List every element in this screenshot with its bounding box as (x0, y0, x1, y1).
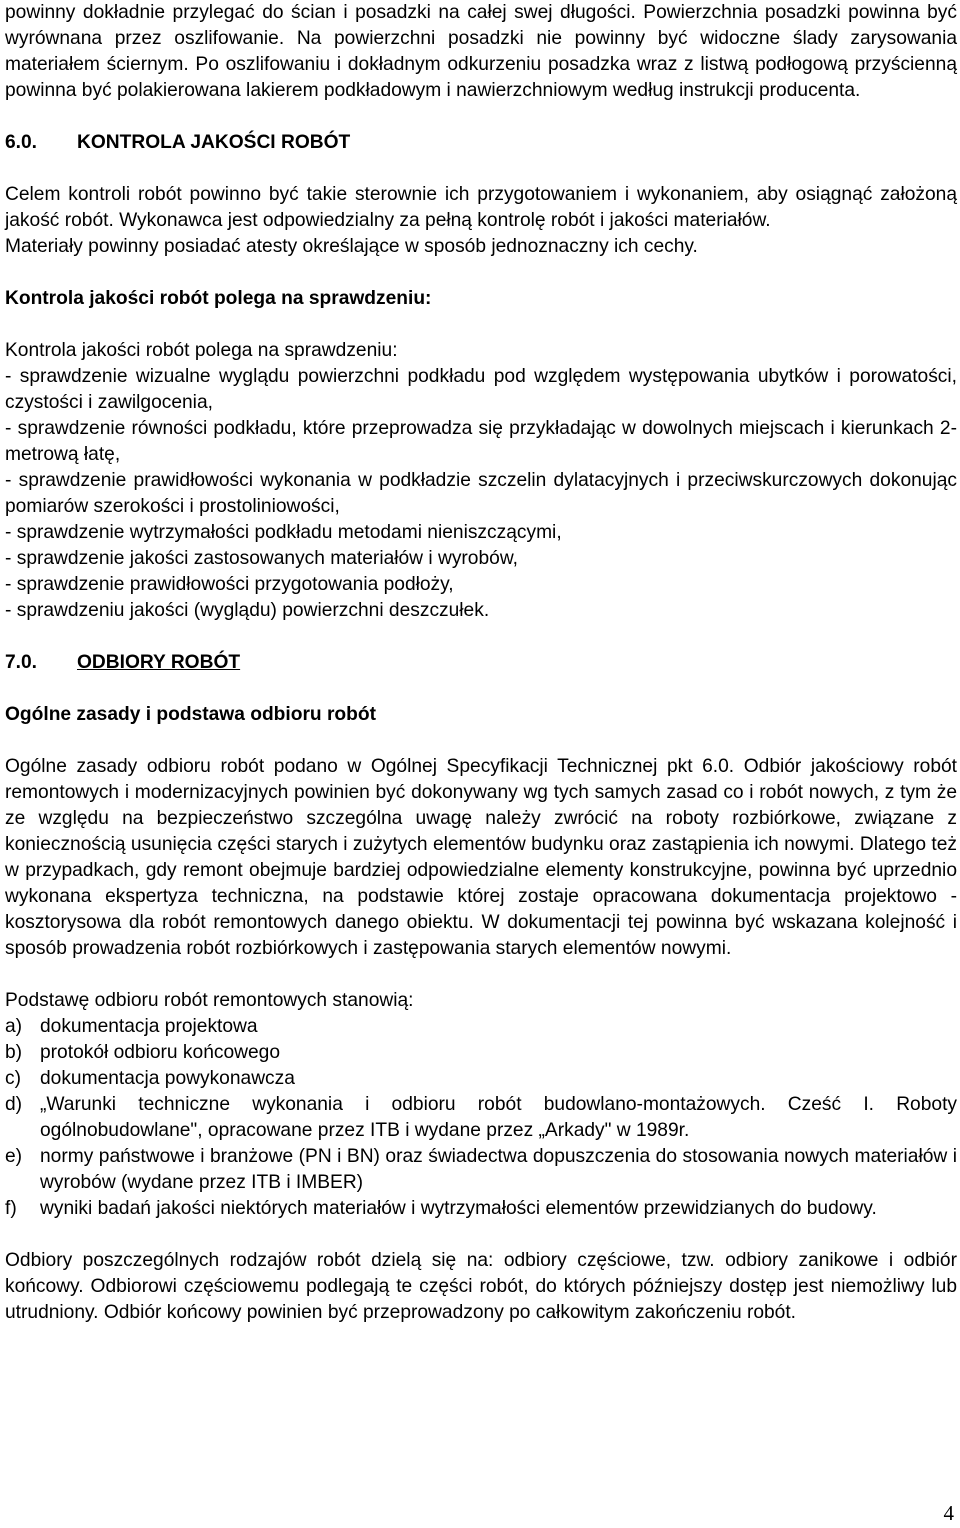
section-6-subheading: Kontrola jakości robót polega na sprawdzeniu: (5, 288, 432, 309)
list-item-label: a) (5, 1016, 23, 1037)
list-item: - sprawdzenie prawidłowości przygotowania podłoży, (5, 574, 454, 595)
list-item (5, 1196, 957, 1222)
section-7-subheading: Ogólne zasady i podstawa odbioru robót (5, 704, 376, 725)
section-7-title: ODBIORY ROBÓT (77, 652, 241, 673)
section-6-heading (5, 130, 957, 156)
list-item: - sprawdzenie jakości zastosowanych materiałów i wyrobów, (5, 548, 518, 569)
quality-check-list (5, 364, 957, 624)
list-item: - sprawdzenie wizualne wyglądu powierzchni podkładu pod względem występowania ubytków i porowatości, czystości i zawilgocenia, (5, 366, 957, 413)
list-item: - sprawdzeniu jakości (wyglądu) powierzchni deszczułek. (5, 600, 490, 621)
section-7-heading (5, 650, 957, 676)
list-item (5, 1040, 957, 1066)
list-item (5, 1014, 957, 1040)
basis-intro: Podstawę odbioru robót remontowych stanowią: (5, 990, 414, 1011)
list-item-text: dokumentacja powykonawcza (40, 1068, 295, 1089)
section-6-number: 6.0. (5, 132, 38, 153)
list-item-label: e) (5, 1146, 23, 1167)
page-number: 4 (943, 1501, 954, 1525)
document-page (5, 0, 957, 1326)
list-item: - sprawdzenie prawidłowości wykonania w podkładzie szczelin dylatacyjnych i przeciwskurczowych dokonując pomiarów szerokości i prostoliniowości, (5, 470, 957, 517)
list-item-text: protokół odbioru końcowego (40, 1042, 281, 1063)
list-item-label: c) (5, 1068, 21, 1089)
list-item: - sprawdzenie wytrzymałości podkładu metodami nieniszczącymi, (5, 522, 562, 543)
section-6-paragraph-2: Materiały powinny posiadać atesty określające w sposób jednoznaczny ich cechy. (5, 236, 698, 257)
section-6-list-intro: Kontrola jakości robót polega na sprawdzeniu: (5, 340, 398, 361)
section-7-final-paragraph: Odbiory poszczególnych rodzajów robót dzielą się na: odbiory częściowe, tzw. odbiory zanikowe i odbiór końcowy. Odbiorowi częściowemu podlegają te części robót, do których późniejszy dostęp jest niemożliwy lub utrudniony. Odbiór końcowy powinien być przeprowadzony po całkowitym zakończeniu robót. (5, 1250, 957, 1323)
intro-paragraph: powinny dokładnie przylegać do ścian i posadzki na całej swej długości. Powierzchnia posadzki powinna być wyrównana przez oszlifowanie. Na powierzchni posadzki nie powinny być widoczne ślady zarysowania materiałem ściernym. Po oszlifowaniu i dokładnym odkurzeniu posadzka wraz z listwą podłogową przyścienną powinna być polakierowana lakierem podkładowym i nawierzchniowym według instrukcji producenta. (5, 2, 957, 101)
list-item-text: normy państwowe i branżowe (PN i BN) oraz świadectwa dopuszczenia do stosowania nowych materiałów i wyrobów (wydane przez ITB i IMBER) (40, 1146, 957, 1193)
section-7-number: 7.0. (5, 652, 38, 673)
section-6-paragraph-1: Celem kontroli robót powinno być takie sterownie ich przygotowaniem i wykonaniem, aby osiągnąć założoną jakość robót. Wykonawca jest odpowiedzialny za pełną kontrolę robót i jakości materiałów. (5, 184, 957, 231)
list-item (5, 1066, 957, 1092)
list-item-text: „Warunki techniczne wykonania i odbioru robót budowlano-montażowych. Cześć I. Roboty ogólnobudowlane", opracowane przez ITB i wydane przez „Arkady" w 1989r. (40, 1094, 957, 1141)
list-item-label: b) (5, 1042, 23, 1063)
section-7-paragraph-1: Ogólne zasady odbioru robót podano w Ogólnej Specyfikacji Technicznej pkt 6.0. Odbiór jakościowy robót remontowych i modernizacyjnych powinien być dokonywany wg tych samych zasad co i robót nowych, z tym że ze względu na bezpieczeństwo szczególna uwagę należy zwrócić na roboty rozbiórkowe, związane z koniecznością usunięcia części starych i zużytych elementów budynku oraz zastąpienia ich nowymi. Dlatego też w przypadkach, gdy remont obejmuje bardziej odpowiedzialne elementy konstrukcyjne, powinna być uprzednio wykonana ekspertyza techniczna, na podstawie której zostaje opracowana dokumentacja projektowo - kosztorysowa dla robót remontowych danego obiektu. W dokumentacji tej powinna być wskazana kolejność i sposób prowadzenia robót rozbiórkowych i zastępowania starych elementów nowymi. (5, 756, 957, 959)
section-6-title: KONTROLA JAKOŚCI ROBÓT (77, 132, 351, 153)
list-item-text: dokumentacja projektowa (40, 1016, 258, 1037)
list-item (5, 1092, 957, 1144)
list-item (5, 1144, 957, 1196)
list-item-label: f) (5, 1198, 17, 1219)
basis-list (5, 1014, 957, 1222)
list-item-text: wyniki badań jakości niektórych materiałów i wytrzymałości elementów przewidzianych do budowy. (40, 1198, 877, 1219)
list-item-label: d) (5, 1094, 23, 1115)
list-item: - sprawdzenie równości podkładu, które przeprowadza się przykładając w dowolnych miejscach i kierunkach 2-metrową łatę, (5, 418, 957, 465)
